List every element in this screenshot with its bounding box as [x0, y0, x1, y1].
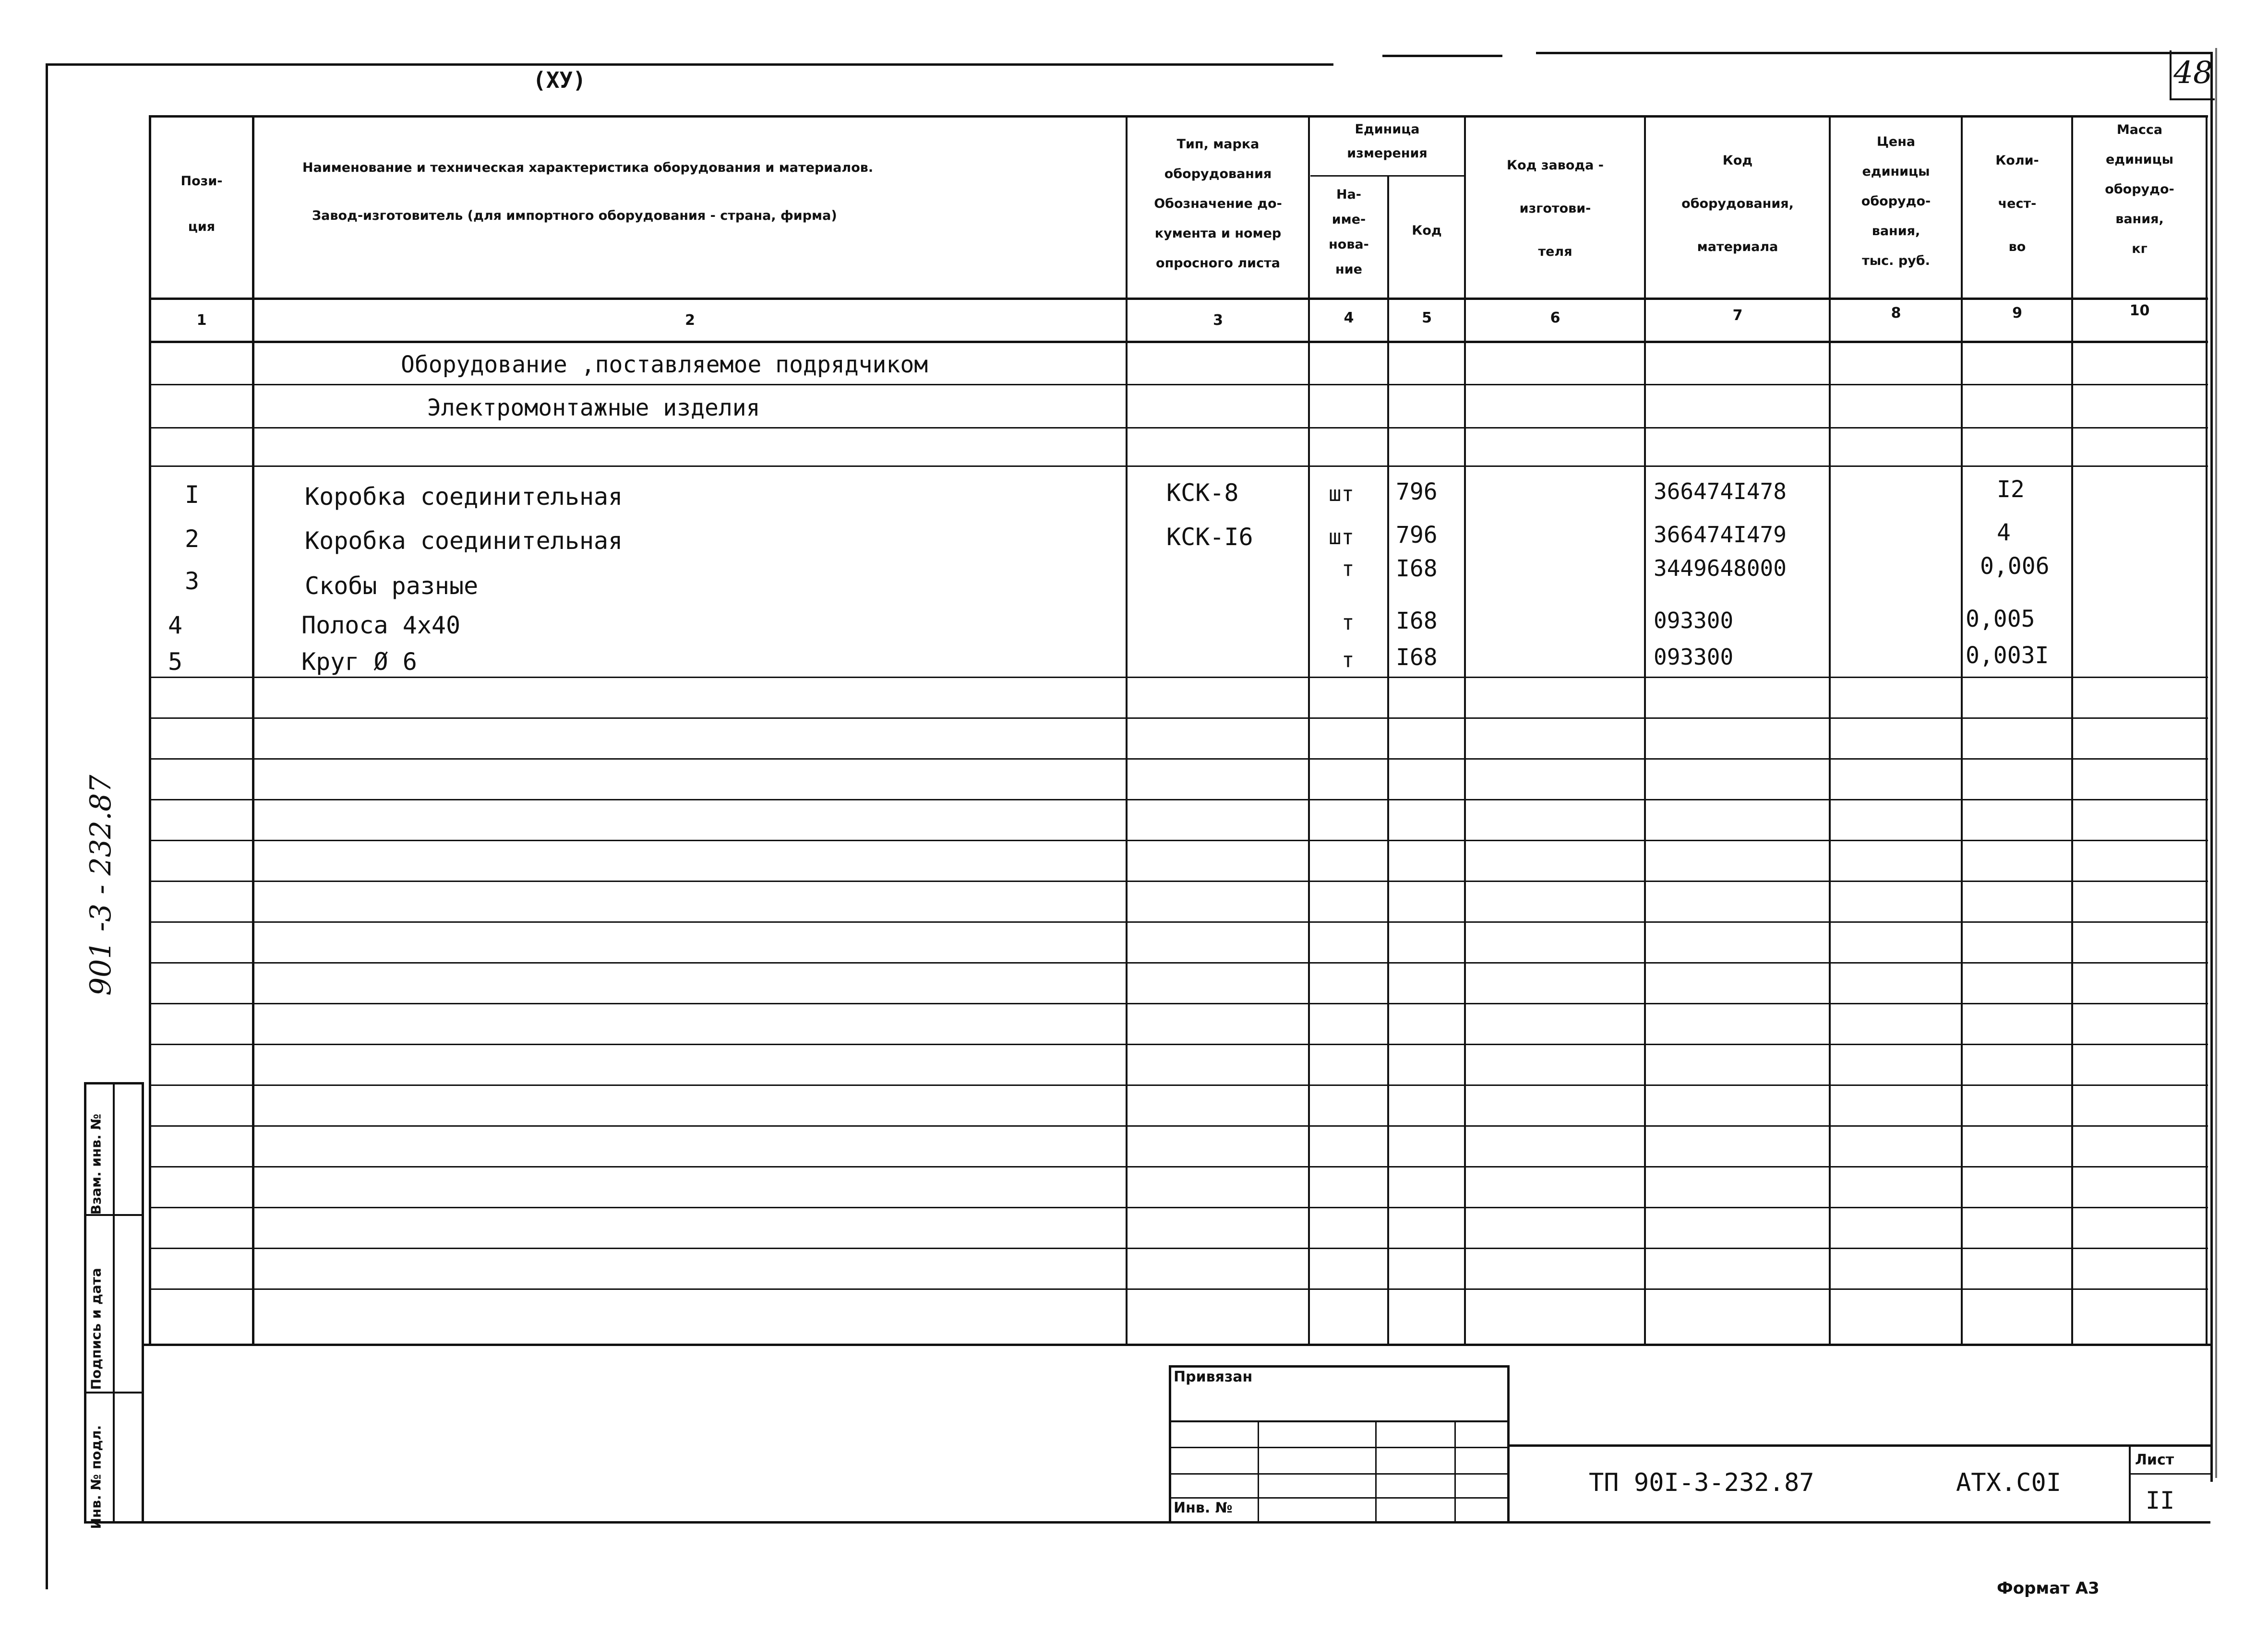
item-name: Полоса 4x40	[301, 611, 461, 639]
sheet-number: 48	[2173, 55, 2213, 91]
section-title: Оборудование ,поставляемое подрядчиком	[401, 351, 928, 378]
item-unit: т	[1342, 557, 1355, 581]
sheet-value: II	[2146, 1487, 2175, 1514]
col-number: 7	[1732, 307, 1743, 324]
item-position: I	[185, 481, 200, 509]
item-unit: т	[1342, 610, 1355, 635]
item-name: Коробка соединительная	[305, 527, 623, 555]
col-header-mass: Масса единицы оборудо- вания, кг	[2105, 122, 2174, 256]
format-label: Формат А3	[1997, 1579, 2100, 1598]
item-position: 2	[185, 525, 200, 553]
col-number: 9	[2012, 305, 2022, 322]
item-name: Скобы разные	[305, 572, 479, 600]
item-unit: шт	[1329, 482, 1354, 506]
col-number: 4	[1344, 310, 1354, 326]
item-type: КСК-8	[1166, 479, 1239, 507]
side-stamp-replace: Взам. инв. №	[88, 1113, 104, 1215]
item-equipment-code: 366474I478	[1654, 478, 1787, 504]
item-quantity: 0,005	[1966, 606, 2035, 632]
item-type: КСК-I6	[1166, 523, 1253, 551]
col-header-name-b: Завод-изготовитель (для импортного оборудования - страна, фирма)	[312, 208, 837, 223]
col-header-unit-code: Код	[1412, 223, 1442, 238]
title-block-top-line	[1507, 1444, 2210, 1447]
item-name: Круг Ø 6	[301, 648, 417, 676]
side-document-code: 901 -3 - 232.87	[84, 774, 118, 996]
item-quantity: 0,006	[1980, 553, 2050, 580]
item-position: 5	[168, 648, 183, 676]
item-quantity: I2	[1997, 476, 2025, 503]
linked-label: Привязан	[1174, 1369, 1253, 1385]
col-header-quantity: Коли- чест- во	[1995, 153, 2039, 254]
sheet-cell-line	[2129, 1444, 2131, 1521]
col-number: 8	[1891, 305, 1901, 322]
col-header-position: Пози- ция	[180, 174, 223, 234]
col-number: 1	[196, 312, 207, 329]
sheet-cell-divider	[2129, 1473, 2210, 1475]
header-code: (ХУ)	[533, 67, 586, 93]
item-equipment-code: 093300	[1654, 608, 1734, 633]
col-header-equipment-code: Код оборудования, материала	[1681, 153, 1794, 254]
item-quantity: 0,003I	[1966, 642, 2049, 669]
item-equipment-code: 3449648000	[1654, 555, 1787, 581]
side-stamp-signature: Подпись и дата	[88, 1268, 104, 1390]
item-name: Коробка соединительная	[305, 483, 623, 511]
side-stamp-inv: Инв. № подл.	[88, 1425, 104, 1529]
col-number: 5	[1422, 310, 1432, 326]
col-header-name-a: Наименование и техническая характеристика оборудования и материалов.	[302, 160, 874, 175]
item-unit-code: I68	[1396, 644, 1438, 671]
item-unit: т	[1342, 648, 1355, 672]
section-title: Электромонтажные изделия	[427, 394, 760, 421]
col-header-unit: Единица измерения	[1347, 122, 1428, 161]
item-unit: шт	[1329, 525, 1354, 549]
col-header-price: Цена единицы оборудо- вания, тыс. руб.	[1861, 134, 1931, 268]
sheet-label: Лист	[2135, 1452, 2174, 1468]
col-header-plant-code: Код завода - изготови- теля	[1507, 158, 1604, 259]
item-quantity: 4	[1997, 519, 2011, 546]
item-unit-code: I68	[1396, 608, 1438, 634]
col-header-type: Тип, марка оборудования Обозначение до- кумента и номер опросного листа	[1154, 137, 1282, 271]
inv-label: Инв. №	[1174, 1500, 1233, 1516]
item-unit-code: I68	[1396, 555, 1438, 582]
item-position: 4	[168, 611, 183, 639]
col-number: 10	[2129, 302, 2150, 319]
item-unit-code: 796	[1396, 478, 1438, 505]
col-number: 3	[1213, 312, 1223, 329]
col-header-unit-name: На- име- нова- ние	[1329, 187, 1369, 277]
col-number: 2	[685, 312, 695, 329]
doc-mark: АТХ.С0I	[1956, 1468, 2062, 1497]
item-position: 3	[185, 567, 200, 595]
col-number: 6	[1550, 310, 1560, 326]
doc-code: ТП 90I-3-232.87	[1589, 1468, 1814, 1497]
item-equipment-code: 093300	[1654, 644, 1734, 670]
item-unit-code: 796	[1396, 522, 1438, 548]
item-equipment-code: 366474I479	[1654, 522, 1787, 548]
